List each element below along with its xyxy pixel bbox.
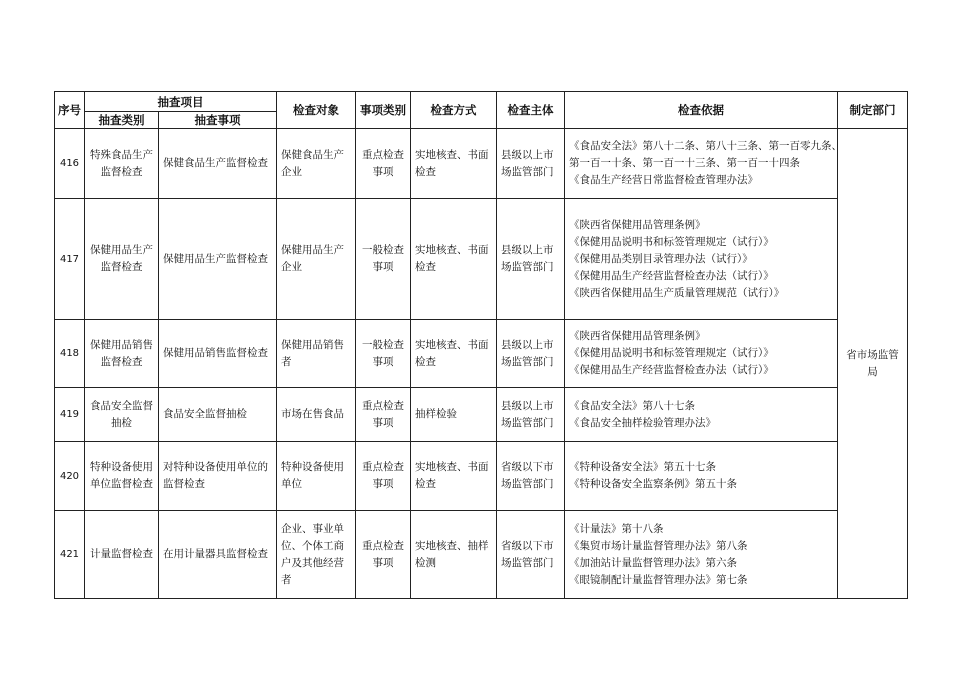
row-seq: 421 bbox=[55, 511, 85, 599]
row-category: 特种设备使用单位监督检查 bbox=[85, 442, 159, 511]
row-category: 计量监督检查 bbox=[85, 511, 159, 599]
header-matter: 抽查事项 bbox=[159, 112, 277, 129]
basis-line: 《保健用品生产经营监督检查办法（试行）》 bbox=[569, 269, 774, 282]
row-type: 一般检查事项 bbox=[356, 199, 411, 320]
header-category: 抽查类别 bbox=[85, 112, 159, 129]
row-matter: 在用计量器具监督检查 bbox=[159, 511, 277, 599]
header-seq: 序号 bbox=[55, 92, 85, 129]
row-matter: 保健用品销售监督检查 bbox=[159, 320, 277, 388]
row-target: 保健用品销售者 bbox=[277, 320, 356, 388]
row-target: 市场在售食品 bbox=[277, 388, 356, 442]
row-method: 实地核查、书面检查 bbox=[411, 442, 497, 511]
row-seq: 420 bbox=[55, 442, 85, 511]
row-category: 食品安全监督抽检 bbox=[85, 388, 159, 442]
row-seq: 417 bbox=[55, 199, 85, 320]
row-category: 保健用品销售监督检查 bbox=[85, 320, 159, 388]
row-subject: 县级以上市场监管部门 bbox=[497, 199, 565, 320]
row-matter: 对特种设备使用单位的监督检查 bbox=[159, 442, 277, 511]
row-matter: 保健用品生产监督检查 bbox=[159, 199, 277, 320]
row-type: 重点检查事项 bbox=[356, 129, 411, 199]
table-row bbox=[55, 388, 908, 442]
row-basis bbox=[565, 129, 842, 199]
row-target: 保健用品生产企业 bbox=[277, 199, 356, 320]
basis-line: 《保健用品说明书和标签管理规定（试行）》 bbox=[569, 347, 774, 359]
row-seq: 419 bbox=[55, 388, 85, 442]
row-type: 一般检查事项 bbox=[356, 320, 411, 388]
basis-line: 《食品安全抽样检验管理办法》 bbox=[569, 416, 716, 429]
row-category: 保健用品生产监督检查 bbox=[85, 199, 159, 320]
basis-line: 《保健用品说明书和标签管理规定（试行）》 bbox=[569, 235, 774, 248]
row-type: 重点检查事项 bbox=[356, 442, 411, 511]
table-row bbox=[55, 511, 908, 599]
row-basis bbox=[565, 320, 838, 388]
row-basis bbox=[565, 511, 838, 599]
header-basis: 检查依据 bbox=[565, 92, 838, 129]
row-subject: 县级以上市场监管部门 bbox=[497, 388, 565, 442]
header-method: 检查方式 bbox=[411, 92, 497, 129]
row-seq: 418 bbox=[55, 320, 85, 388]
basis-line: 《陕西省保健用品管理条例》 bbox=[569, 218, 706, 231]
row-method: 实地核查、书面检查 bbox=[411, 129, 497, 199]
header-subject: 检查主体 bbox=[497, 92, 565, 129]
table-row bbox=[55, 442, 908, 511]
table-row bbox=[55, 129, 908, 199]
basis-line: 《眼镜制配计量监督管理办法》第七条 bbox=[569, 573, 748, 586]
header-type: 事项类别 bbox=[356, 92, 411, 129]
basis-line: 《计量法》第十八条 bbox=[569, 522, 664, 535]
row-target: 企业、事业单位、个体工商户及其他经营者 bbox=[277, 511, 356, 599]
row-basis bbox=[565, 199, 838, 320]
row-method: 实地核查、书面检查 bbox=[411, 320, 497, 388]
row-target: 保健食品生产企业 bbox=[277, 129, 356, 199]
basis-line: 《保健用品生产经营监督检查办法（试行）》 bbox=[569, 364, 774, 376]
row-matter: 食品安全监督抽检 bbox=[159, 388, 277, 442]
row-type: 重点检查事项 bbox=[356, 511, 411, 599]
basis-line: 《食品安全法》第八十二条、第八十三条、第一百零九条、 bbox=[569, 140, 842, 152]
basis-line: 第一百一十条、第一百一十三条、第一百一十四条 bbox=[569, 157, 800, 169]
row-target: 特种设备使用单位 bbox=[277, 442, 356, 511]
row-category: 特殊食品生产监督检查 bbox=[85, 129, 159, 199]
row-method: 抽样检验 bbox=[411, 388, 497, 442]
table-row bbox=[55, 320, 908, 388]
basis-line: 《特种设备安全法》第五十七条 bbox=[569, 461, 716, 473]
row-dept: 省市场监管局 bbox=[838, 129, 908, 599]
row-subject: 省级以下市场监管部门 bbox=[497, 442, 565, 511]
row-matter: 保健食品生产监督检查 bbox=[159, 129, 277, 199]
basis-line: 《食品生产经营日常监督检查管理办法》 bbox=[569, 174, 758, 186]
basis-line: 《陕西省保健用品生产质量管理规范（试行）》 bbox=[569, 286, 785, 299]
basis-line: 《集贸市场计量监督管理办法》第八条 bbox=[569, 539, 748, 552]
row-subject: 省级以下市场监管部门 bbox=[497, 511, 565, 599]
row-subject: 县级以上市场监管部门 bbox=[497, 320, 565, 388]
header-item-group: 抽查项目 bbox=[85, 92, 277, 112]
row-basis bbox=[565, 388, 838, 442]
row-seq: 416 bbox=[55, 129, 85, 199]
basis-line: 《陕西省保健用品管理条例》 bbox=[569, 330, 706, 342]
basis-line: 《保健用品类别目录管理办法（试行）》 bbox=[569, 252, 753, 265]
header-target: 检查对象 bbox=[277, 92, 356, 129]
row-type: 重点检查事项 bbox=[356, 388, 411, 442]
row-basis bbox=[565, 442, 838, 511]
row-method: 实地核查、抽样检测 bbox=[411, 511, 497, 599]
basis-line: 《加油站计量监督管理办法》第六条 bbox=[569, 556, 737, 569]
row-method: 实地核查、书面检查 bbox=[411, 199, 497, 320]
basis-line: 《特种设备安全监察条例》第五十条 bbox=[569, 478, 737, 490]
table-row bbox=[55, 199, 908, 320]
basis-line: 《食品安全法》第八十七条 bbox=[569, 399, 695, 412]
inspection-table bbox=[54, 91, 908, 599]
header-dept: 制定部门 bbox=[838, 92, 908, 129]
row-subject: 县级以上市场监管部门 bbox=[497, 129, 565, 199]
